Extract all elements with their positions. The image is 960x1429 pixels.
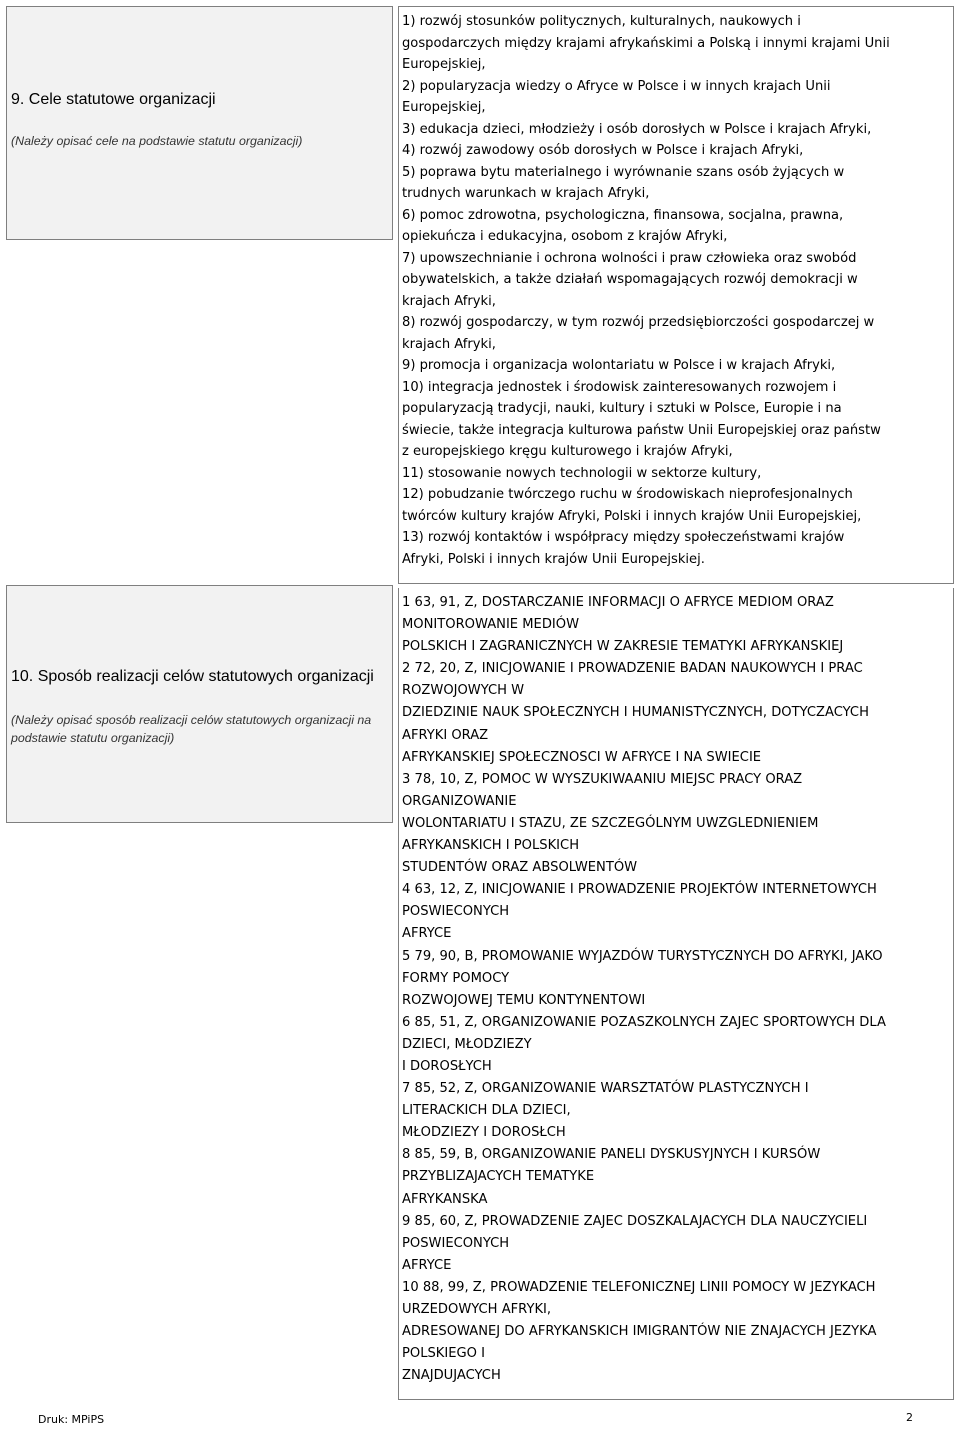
goal-text-line: 3) edukacja dzieci, młodzieży i osób dorosłych w Polsce i krajach Afryki, (402, 121, 872, 137)
goal-text-line: obywatelskich, a także działań wspomagających rozwój demokracji w (402, 272, 858, 287)
section-9-title: 9. Cele statutowe organizacji (11, 91, 216, 108)
statutory-goals-text (398, 6, 954, 584)
method-text-line: AFRYCE (402, 1257, 452, 1273)
method-text-line: URZEDOWYCH AFRYKI, (402, 1302, 552, 1317)
method-text-line: 7 85, 52, Z, ORGANIZOWANIE WARSZTATÓW PLASTYCZNYCH I (402, 1081, 809, 1097)
goal-text-line: 13) rozwój kontaktów i współpracy między społeczeństwami krajów (402, 530, 845, 545)
goal-text-line: 7) upowszechnianie i ochrona wolności i praw człowieka oraz swobód (402, 250, 857, 266)
footer-page-number: 2 (906, 1411, 913, 1424)
goal-text-line: twórców kultury krajów Afryki, Polski i innych krajów Unii Europejskiej, (402, 508, 862, 524)
method-text-line: ZNAJDUJACYCH (402, 1368, 501, 1384)
goal-text-line: Europejskiej, (402, 100, 486, 115)
method-text-line: 4 63, 12, Z, INICJOWANIE I PROWADZENIE PROJEKTÓW INTERNETOWYCH (402, 882, 877, 898)
goal-text-line: 9) promocja i organizacja wolontariatu w Polsce i w krajach Afryki, (402, 358, 836, 373)
method-text-line: 8 85, 59, B, ORGANIZOWANIE PANELI DYSKUSYJNYCH I KURSÓW (402, 1147, 821, 1163)
method-text-line: POLSKIEGO I (402, 1346, 486, 1362)
method-text-line: 1 63, 91, Z, DOSTARCZANIE INFORMACJI O AFRYCE MEDIOM ORAZ (402, 595, 834, 610)
method-text-line: AFRYCE (402, 926, 452, 942)
method-text-line: POLSKICH I ZAGRANICZNYCH W ZAKRESIE TEMATYKI AFRYKANSKIEJ (402, 639, 844, 655)
goal-text-line: 1) rozwój stosunków politycznych, kulturalnych, naukowych i (402, 14, 801, 29)
method-text-line: LITERACKICH DLA DZIECI, (402, 1103, 571, 1119)
method-text-line: ORGANIZOWANIE (402, 793, 517, 809)
goal-text-line: świecie, także integracja kulturowa państw Unii Europejskiej oraz państw (402, 422, 881, 438)
goal-text-line: trudnych warunkach w krajach Afryki, (402, 186, 650, 201)
method-text-line: AFRYKANSKIEJ SPOŁECZNOSCI W AFRYCE I NA SWIECIE (402, 749, 762, 765)
footer-print-label: Druk: MPiPS (38, 1413, 105, 1426)
goal-text-line: 5) poprawa bytu materialnego i wyrównanie szans osób żyjących w (402, 164, 845, 180)
goal-text-line: opiekuńcza i edukacyjna, osobom z krajów Afryki, (402, 229, 728, 244)
method-text-line: 6 85, 51, Z, ORGANIZOWANIE POZASZKOLNYCH ZAJEC SPORTOWYCH DLA (402, 1014, 886, 1030)
method-text-line: 2 72, 20, Z, INICJOWANIE I PROWADZENIE BADAN NAUKOWYCH I PRAC (402, 661, 863, 677)
method-text-line: AFRYKANSKICH I POLSKICH (402, 838, 580, 854)
method-text-line: I DOROSŁYCH (402, 1058, 492, 1074)
method-text-line: MONITOROWANIE MEDIÓW (402, 617, 580, 633)
method-text-line: DZIEDZINIE NAUK SPOŁECZNYCH I HUMANISTYCZNYCH, DOTYCZACYCH (402, 705, 869, 721)
goal-text-line: Europejskiej, (402, 57, 486, 72)
goal-text-line: krajach Afryki, (402, 293, 496, 309)
goal-implementation-methods-text (398, 588, 954, 1400)
section-10-label-cell (6, 585, 393, 823)
goal-text-line: 10) integracja jednostek i środowisk zainteresowanych rozwojem i (402, 379, 837, 395)
method-text-line: POSWIECONYCH (402, 904, 510, 920)
goal-text-line: popularyzacją tradycji, nauki, kultury i sztuki w Polsce, Europie i na (402, 401, 842, 416)
section-10-hint: (Należy opisać sposób realizacji celów statutowych organizacji na podstawie statutu organizacji) (11, 713, 372, 745)
method-text-line: ROZWOJOWYCH W (402, 683, 525, 699)
method-text-line: 9 85, 60, Z, PROWADZENIE ZAJEC DOSZKALAJACYCH DLA NAUCZYCIELI (402, 1213, 868, 1229)
section-10-title: 10. Sposób realizacji celów statutowych organizacji (11, 668, 374, 685)
goal-text-line: 2) popularyzacja wiedzy o Afryce w Polsce i w innych krajach Unii (402, 78, 831, 94)
section-9-label-cell (6, 6, 393, 240)
goal-text-line: z europejskiego kręgu kulturowego i krajów Afryki, (402, 444, 733, 459)
method-text-line: AFRYKANSKA (402, 1191, 488, 1207)
method-text-line: 3 78, 10, Z, POMOC W WYSZUKIWAANIU MIEJSC PRACY ORAZ (402, 771, 803, 787)
method-text-line: STUDENTÓW ORAZ ABSOLWENTÓW (402, 860, 638, 876)
goal-text-line: 6) pomoc zdrowotna, psychologiczna, finansowa, socjalna, prawna, (402, 207, 844, 223)
goal-text-line: 8) rozwój gospodarczy, w tym rozwój przedsiębiorczości gospodarczej w (402, 315, 875, 330)
goal-text-line: gospodarczych między krajami afrykańskimi a Polską i innymi krajami Unii (402, 35, 890, 51)
goal-text-line: 12) pobudzanie twórczego ruchu w środowiskach nieprofesjonalnych (402, 487, 853, 502)
method-text-line: POSWIECONYCH (402, 1235, 510, 1251)
section-9-hint: (Należy opisać cele na podstawie statutu organizacji) (11, 134, 303, 148)
method-text-line: ROZWOJOWEJ TEMU KONTYNENTOWI (402, 992, 646, 1008)
method-text-line: 5 79, 90, B, PROMOWANIE WYJAZDÓW TURYSTYCZNYCH DO AFRYKI, JAKO (402, 948, 883, 964)
method-text-line: MŁODZIEZY I DOROSŁCH (402, 1125, 566, 1141)
method-text-line: FORMY POMOCY (402, 970, 510, 986)
method-text-line: 10 88, 99, Z, PROWADZENIE TELEFONICZNEJ LINII POMOCY W JEZYKACH (402, 1279, 876, 1295)
method-text-line: DZIECI, MŁODZIEZY (402, 1036, 532, 1052)
goal-text-line: krajach Afryki, (402, 336, 496, 352)
goal-text-line: 4) rozwój zawodowy osób dorosłych w Polsce i krajach Afryki, (402, 143, 804, 158)
method-text-line: ADRESOWANEJ DO AFRYKANSKICH IMIGRANTÓW NIE ZNAJACYCH JEZYKA (402, 1324, 877, 1340)
method-text-line: WOLONTARIATU I STAZU, ZE SZCZEGÓLNYM UWZGLEDNIENIEM (402, 815, 819, 831)
method-text-line: PRZYBLIZAJACYCH TEMATYKE (402, 1169, 595, 1185)
method-text-line: AFRYKI ORAZ (402, 727, 489, 743)
goal-text-line: Afryki, Polski i innych krajów Unii Europejskiej. (402, 551, 705, 567)
goal-text-line: 11) stosowanie nowych technologii w sektorze kultury, (402, 465, 762, 481)
